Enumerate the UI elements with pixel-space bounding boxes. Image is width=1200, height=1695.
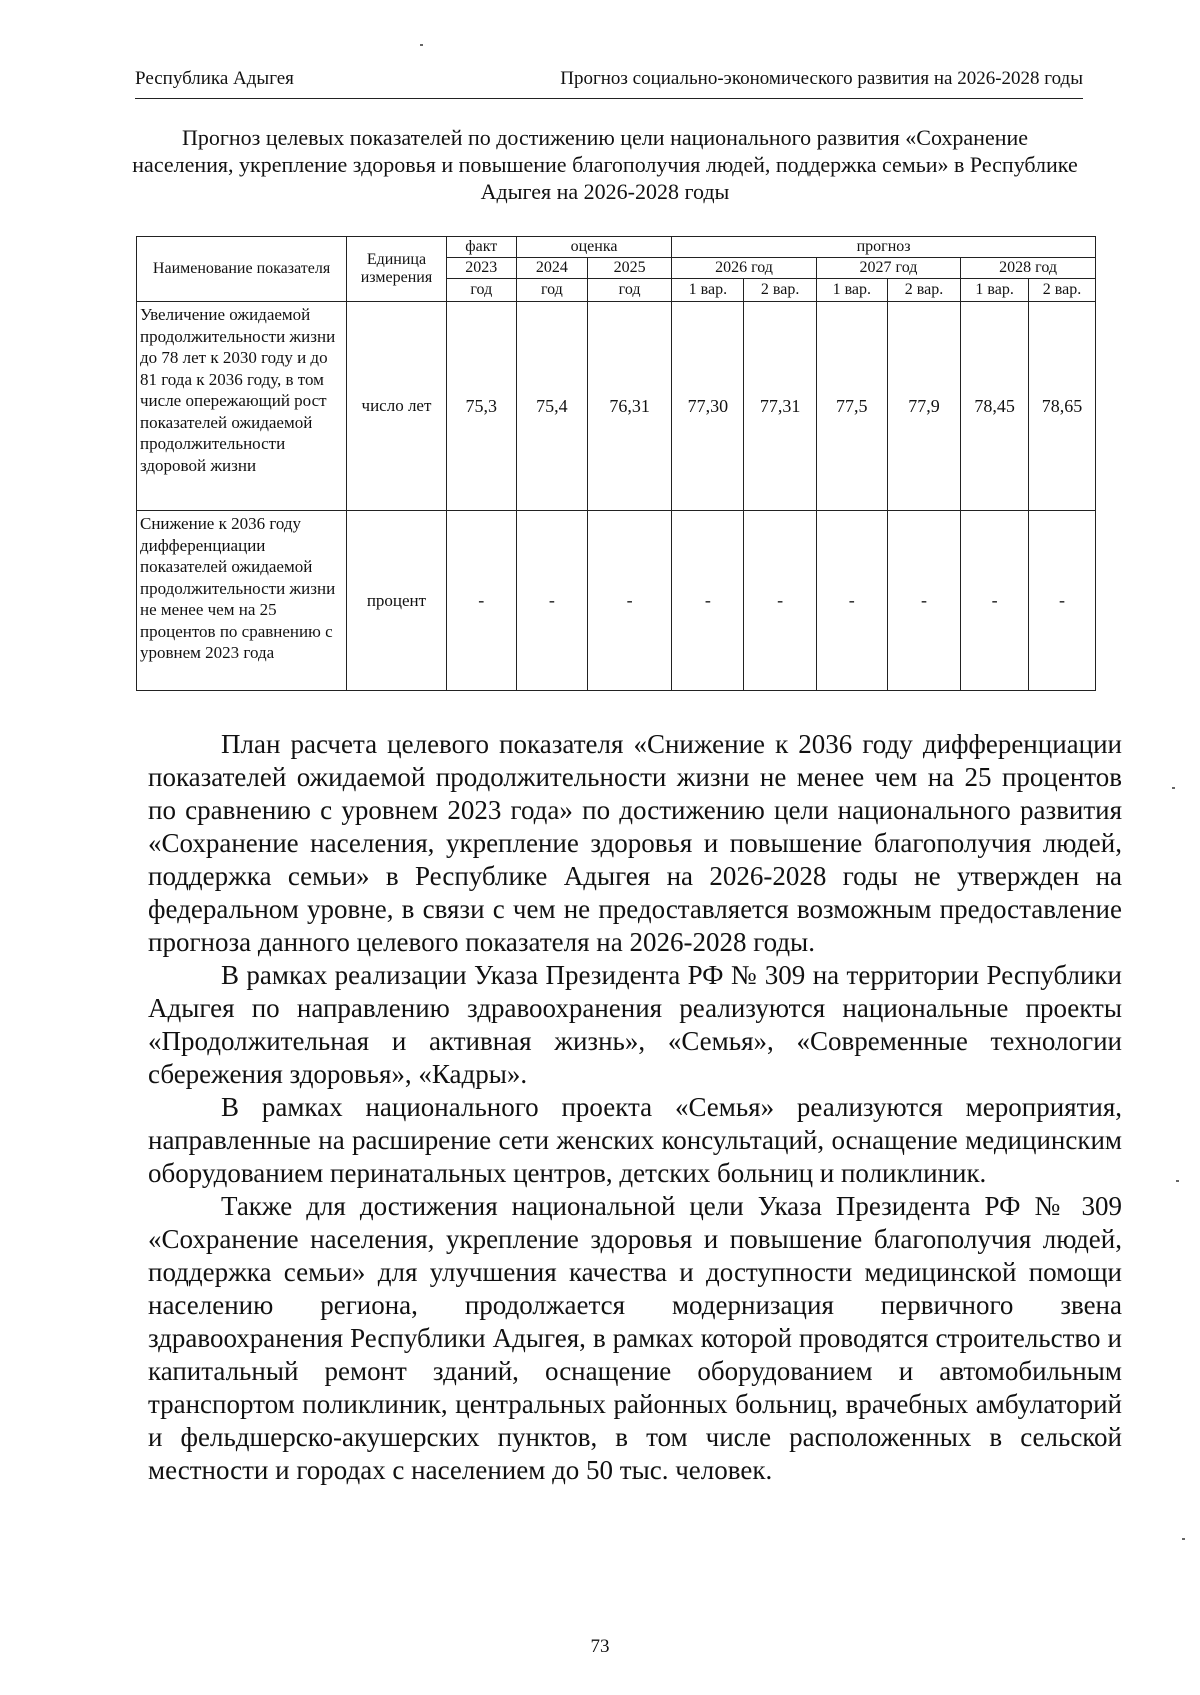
value-cell: - xyxy=(516,511,587,691)
table-row xyxy=(137,302,1096,511)
indicator-unit: число лет xyxy=(347,302,447,511)
year-2025-header: 2025 xyxy=(587,258,671,279)
indicator-unit: процент xyxy=(347,511,447,691)
value-cell: - xyxy=(961,511,1029,691)
indicators-table xyxy=(136,236,1096,691)
value-cell: - xyxy=(887,511,960,691)
forecast-2027-header: 2027 год xyxy=(816,258,960,279)
value-cell: 78,65 xyxy=(1029,302,1096,511)
scan-speck xyxy=(1176,1180,1179,1182)
variant-1-header: 1 вар. xyxy=(672,279,744,302)
paragraph: В рамках реализации Указа Президента РФ № 309 на территории Республики Адыгея по направлению здравоохранения реализуются национальные проекты «Продолжительная и активная жизнь», «Семья», «Современные технологии сбережения здоровья», «Кадры». xyxy=(148,960,1122,1089)
value-cell: - xyxy=(816,511,887,691)
value-cell: 75,4 xyxy=(516,302,587,511)
body-text xyxy=(148,728,1122,1487)
value-cell: 77,30 xyxy=(672,302,744,511)
running-header xyxy=(135,62,1083,99)
table-row xyxy=(137,511,1096,691)
value-cell: - xyxy=(744,511,816,691)
value-cell: 75,3 xyxy=(446,302,516,511)
value-cell: - xyxy=(446,511,516,691)
value-cell: 77,9 xyxy=(887,302,960,511)
group-forecast-header: прогноз xyxy=(672,237,1096,258)
year-word: год xyxy=(516,279,587,302)
paragraph: Также для достижения национальной цели Указа Президента РФ № 309 «Сохранение населения, укрепление здоровья и повышение благополучия людей, поддержка семьи» для улучшения качества и доступности медицинской помощи населению региона, продолжается модернизация первичного звена здравоохранения Республики Адыгея, в рамках которой проводятся строительство и капитальный ремонт зданий, оснащение оборудованием и автомобильным транспортом поликлиник, центральных районных больниц, врачебных амбулаторий и фельдшерско-акушерских пунктов, в том числе расположенных в сельской местности и городах с населением до 50 тыс. человек. xyxy=(148,1191,1122,1485)
paragraph: В рамках национального проекта «Семья» реализуются мероприятия, направленные на расширение сети женских консультаций, оснащение медицинским оборудованием перинатальных центров, детских больниц и поликлиник. xyxy=(148,1092,1122,1188)
variant-2-header: 2 вар. xyxy=(744,279,816,302)
page-number: 73 xyxy=(590,1636,610,1657)
value-cell: - xyxy=(1029,511,1096,691)
variant-2-header: 2 вар. xyxy=(887,279,960,302)
scan-speck xyxy=(1182,1538,1185,1540)
value-cell: - xyxy=(587,511,671,691)
col-name-header: Наименование показателя xyxy=(137,237,347,302)
value-cell: 77,31 xyxy=(744,302,816,511)
value-cell: 78,45 xyxy=(961,302,1029,511)
value-cell: 76,31 xyxy=(587,302,671,511)
header-row-1 xyxy=(137,237,1096,258)
group-estimate-header: оценка xyxy=(516,237,671,258)
year-2024-header: 2024 xyxy=(516,258,587,279)
forecast-2026-header: 2026 год xyxy=(672,258,816,279)
col-unit-header: Единица измерения xyxy=(347,237,447,302)
header-region: Республика Адыгея xyxy=(135,68,294,89)
indicator-name: Снижение к 2036 году дифференциации показателей ожидаемой продолжительности жизни не менее чем на 25 процентов по сравнению с уровнем 2023 года xyxy=(137,511,347,691)
value-cell: 77,5 xyxy=(816,302,887,511)
year-word: год xyxy=(587,279,671,302)
variant-1-header: 1 вар. xyxy=(816,279,887,302)
variant-2-header: 2 вар. xyxy=(1029,279,1096,302)
variant-1-header: 1 вар. xyxy=(961,279,1029,302)
year-word: год xyxy=(446,279,516,302)
table-title: Прогноз целевых показателей по достижению цели национального развития «Сохранение населения, укрепление здоровья и повышение благополучия людей, поддержка семьи» в Республике Адыгея на 2026-2028 годы xyxy=(132,125,1078,204)
header-document-title: Прогноз социально-экономического развития на 2026-2028 годы xyxy=(560,68,1083,89)
scan-speck xyxy=(1172,787,1175,789)
indicator-name: Увеличение ожидаемой продолжительности жизни до 78 лет к 2030 году и до 81 года к 2036 году, в том числе опережающий рост показателей ожидаемой продолжительности здоровой жизни xyxy=(137,302,347,511)
value-cell: - xyxy=(672,511,744,691)
group-fact-header: факт xyxy=(446,237,516,258)
forecast-2028-header: 2028 год xyxy=(961,258,1096,279)
scan-speck xyxy=(420,44,423,46)
paragraph: План расчета целевого показателя «Снижение к 2036 году дифференциации показателей ожидаемой продолжительности жизни не менее чем на 25 процентов по сравнению с уровнем 2023 года» по достижению цели национального развития «Сохранение населения, укрепление здоровья и повышение благополучия людей, поддержка семьи» в Республике Адыгея на 2026-2028 годы не утвержден на федеральном уровне, в связи с чем не предоставляется возможным предоставление прогноза данного целевого показателя на 2026-2028 годы. xyxy=(148,729,1122,957)
year-2023-header: 2023 xyxy=(446,258,516,279)
